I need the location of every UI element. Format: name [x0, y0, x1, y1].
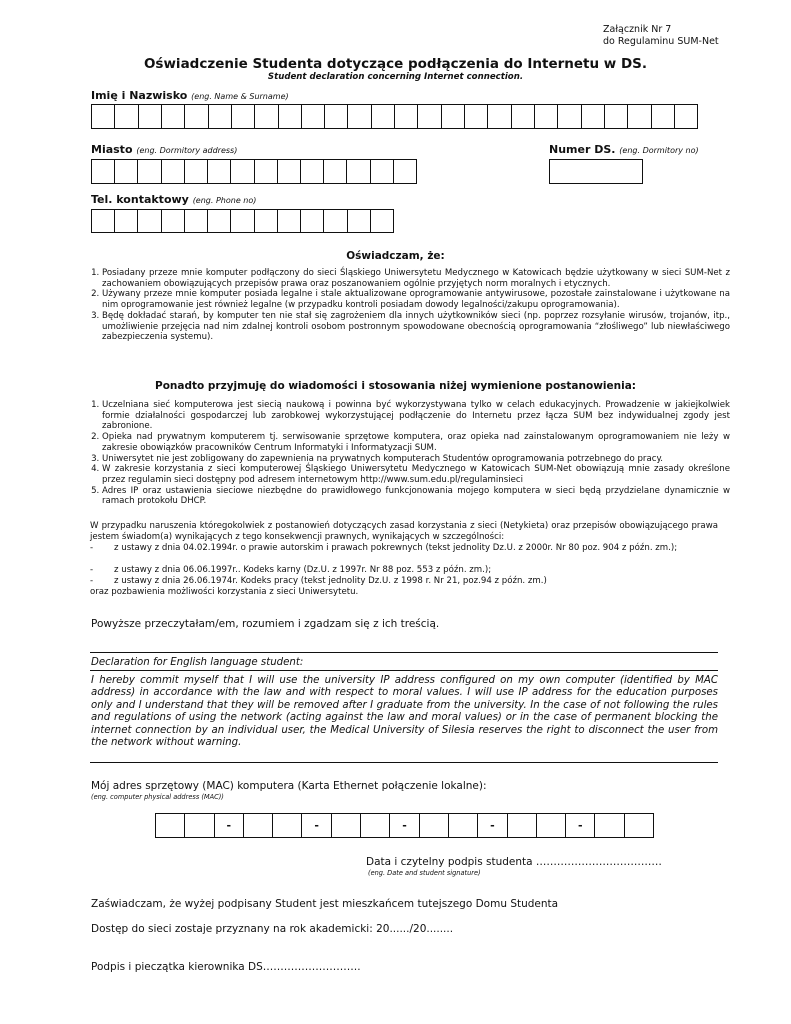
mac-char-box[interactable]	[537, 813, 566, 838]
mac-char-box[interactable]	[625, 813, 654, 838]
agreement-text: Powyższe przeczytałam/em, rozumiem i zgadzam się z ich treścią.	[91, 618, 440, 630]
phone-char-box[interactable]	[348, 209, 371, 233]
law-item: - z ustawy z dnia 06.06.1997r.. Kodeks karny (Dz.U. z 1997r. Nr 88 poz. 553 z późn. zm.);	[90, 565, 718, 576]
name-char-box[interactable]	[139, 104, 162, 129]
city-char-box[interactable]	[394, 159, 417, 184]
annex-line-1: Załącznik Nr 7	[603, 24, 672, 35]
annex-line-2: do Regulaminu SUM-Net	[603, 36, 719, 47]
law-item: - z ustawy z dnia 04.02.1994r. o prawie autorskim i prawach pokrewnych (tekst jednolity Dz.U. z 2000r. Nr 80 poz. 904 z późn. zm.);	[90, 543, 718, 554]
city-char-box[interactable]	[208, 159, 231, 184]
annex-note	[603, 24, 719, 48]
ds-label: Numer DS.	[549, 143, 616, 156]
phone-char-box[interactable]	[185, 209, 208, 233]
name-char-box[interactable]	[372, 104, 395, 129]
document-title: Oświadczenie Studenta dotyczące podłączenia do Internetu w DS.	[143, 56, 648, 72]
access-year-line: Dostęp do sieci zostaje przyznany na rok akademicki: 20....../20........	[91, 923, 454, 935]
name-input-boxes[interactable]	[91, 104, 698, 129]
name-char-box[interactable]	[488, 104, 511, 129]
accept-item: 5. Adres IP oraz ustawienia sieciowe niezbędne do prawidłowego funkcjonowania mojego komputera w sieci będą przydzielane dynamicznie w ramach protokołu DHCP.	[102, 486, 730, 507]
law-item: - z ustawy z dnia 26.06.1974r. Kodeks pracy (tekst jednolity Dz.U. z 1998 r. Nr 21, poz.94 z późn. zm.)	[90, 576, 718, 587]
manager-signature-line: Podpis i pieczątka kierownika DS……………………….	[91, 961, 361, 973]
name-label: Imię i Nazwisko	[91, 89, 188, 102]
mac-char-box[interactable]	[244, 813, 273, 838]
english-declaration-title: Declaration for English language student:	[91, 657, 304, 668]
phone-char-box[interactable]	[324, 209, 347, 233]
mac-char-box[interactable]	[273, 813, 302, 838]
phone-eng-label: (eng. Phone no)	[192, 196, 257, 205]
name-char-box[interactable]	[558, 104, 581, 129]
city-field-label	[91, 143, 237, 156]
mac-eng-label: (eng. computer physical address (MAC))	[91, 793, 224, 801]
mac-char-box[interactable]	[508, 813, 537, 838]
phone-char-box[interactable]	[208, 209, 231, 233]
name-char-box[interactable]	[605, 104, 628, 129]
mac-separator: -	[478, 813, 507, 838]
mac-separator: -	[215, 813, 244, 838]
law-item-text: z ustawy z dnia 06.06.1997r.. Kodeks karny (Dz.U. z 1997r. Nr 88 poz. 553 z późn. zm.);	[114, 565, 492, 575]
phone-char-box[interactable]	[91, 209, 115, 233]
accept-item: 3. Uniwersytet nie jest zobligowany do zapewnienia na prywatnych komputerach Studentów oprogramowania potrzebnego do pracy.	[102, 454, 730, 465]
phone-char-box[interactable]	[138, 209, 161, 233]
mac-separator: -	[302, 813, 331, 838]
accept-item: 2. Opieka nad prywatnym komputerem tj. serwisowanie sprzętowe komputera, oraz opieka nad zainstalowanym oprogramowaniem nie leży w zakresie obowiązków pracowników Centrum Informatyki i Informatyzacji SUM.	[102, 432, 730, 453]
student-signature-line: Data i czytelny podpis studenta ………………………………	[366, 856, 662, 868]
law-item-text: z ustawy z dnia 26.06.1974r. Kodeks pracy (tekst jednolity Dz.U. z 1998 r. Nr 21, poz.94 z późn. zm.)	[114, 576, 547, 586]
mac-char-box[interactable]	[155, 813, 185, 838]
accept-heading: Ponadto przyjmuję do wiadomości i stosowania niżej wymienione postanowienia:	[155, 380, 636, 392]
name-char-box[interactable]	[325, 104, 348, 129]
ds-number-input[interactable]	[549, 159, 643, 184]
mac-label: Mój adres sprzętowy (MAC) komputera (Karta Ethernet połączenie lokalne):	[91, 780, 487, 792]
city-char-box[interactable]	[91, 159, 115, 184]
mac-char-box[interactable]	[185, 813, 214, 838]
divider-top	[90, 652, 718, 653]
name-char-box[interactable]	[465, 104, 488, 129]
mac-char-box[interactable]	[332, 813, 361, 838]
mac-char-box[interactable]	[449, 813, 478, 838]
name-char-box[interactable]	[675, 104, 698, 129]
city-label: Miasto	[91, 143, 133, 156]
city-char-box[interactable]	[255, 159, 278, 184]
mac-separator: -	[390, 813, 419, 838]
mac-address-boxes[interactable]	[155, 813, 654, 838]
name-char-box[interactable]	[115, 104, 138, 129]
name-char-box[interactable]	[91, 104, 115, 129]
name-char-box[interactable]	[395, 104, 418, 129]
name-char-box[interactable]	[512, 104, 535, 129]
name-char-box[interactable]	[582, 104, 605, 129]
city-char-box[interactable]	[324, 159, 347, 184]
name-char-box[interactable]	[279, 104, 302, 129]
city-char-box[interactable]	[278, 159, 301, 184]
phone-input-boxes[interactable]	[91, 209, 394, 233]
accept-list	[90, 400, 730, 507]
city-char-box[interactable]	[162, 159, 185, 184]
name-char-box[interactable]	[162, 104, 185, 129]
phone-char-box[interactable]	[301, 209, 324, 233]
name-char-box[interactable]	[442, 104, 465, 129]
name-char-box[interactable]	[232, 104, 255, 129]
city-char-box[interactable]	[185, 159, 208, 184]
residence-statement: Zaświadczam, że wyżej podpisany Student jest mieszkańcem tutejszego Domu Studenta	[91, 898, 559, 910]
mac-separator: -	[566, 813, 595, 838]
name-eng-label: (eng. Name & Surname)	[191, 92, 289, 101]
ds-field-label	[549, 143, 699, 156]
city-input-boxes[interactable]	[91, 159, 417, 184]
declare-item: 2. Używany przeze mnie komputer posiada legalne i stale aktualizowane oprogramowanie antywirusowe, pozostałe zainstalowane i użytkowane na nim oprogramowanie jest również legalne (w przypadku kontroli posiadam dowody legalności/zakupu oprogramowania).	[102, 289, 730, 310]
student-signature-eng: (eng. Date and student signature)	[368, 869, 481, 877]
name-char-box[interactable]	[209, 104, 232, 129]
phone-char-box[interactable]	[115, 209, 138, 233]
declare-list	[90, 268, 730, 343]
violation-outro: oraz pozbawienia możliwości korzystania z sieci Uniwersytetu.	[90, 587, 359, 597]
phone-char-box[interactable]	[371, 209, 394, 233]
document-subtitle: Student declaration concerning Internet connection.	[267, 72, 524, 82]
ds-eng-label: (eng. Dormitory no)	[619, 146, 699, 155]
name-field-label	[91, 89, 289, 102]
city-char-box[interactable]	[347, 159, 370, 184]
law-item-text: z ustawy z dnia 04.02.1994r. o prawie autorskim i prawach pokrewnych (tekst jednolity Dz.U. z 2000r. Nr 80 poz. 904 z późn. zm.);	[114, 543, 678, 553]
name-char-box[interactable]	[348, 104, 371, 129]
name-char-box[interactable]	[535, 104, 558, 129]
name-char-box[interactable]	[185, 104, 208, 129]
mac-char-box[interactable]	[420, 813, 449, 838]
city-eng-label: (eng. Dormitory address)	[136, 146, 238, 155]
phone-char-box[interactable]	[278, 209, 301, 233]
city-char-box[interactable]	[231, 159, 254, 184]
name-char-box[interactable]	[652, 104, 675, 129]
declare-item: 3. Będę dokładać starań, by komputer ten nie stał się zagrożeniem dla innych użytkowników sieci (np. poprzez rozsyłanie wirusów, trojanów, itp., umożliwienie przejęcia nad nim zdalnej kontroli osobom postronnym spowodowane obecnością oprogramowania “złośliwego” lub niewłaściwego zabezpieczenia systemu).	[102, 311, 730, 343]
english-declaration-body: I hereby commit myself that I will use the university IP address configured on my own computer (identified by MAC address) in accordance with the law and with respect to moral values. I will use IP address for the education purposes only and I understand that they will be removed after I graduate from the university. In the case of not following the rules and regulations of using the network (acting against the law and moral values) or in the case of permanent blocking the internet connection by an individual user, the Medical University of Silesia reserves the right to disconnect the user from the network without warning.	[91, 675, 718, 749]
phone-char-box[interactable]	[231, 209, 254, 233]
phone-field-label	[91, 193, 256, 206]
city-char-box[interactable]	[371, 159, 394, 184]
declare-item: 1. Posiadany przeze mnie komputer podłączony do sieci Śląskiego Uniwersytetu Medycznego w Katowicach będzie użytkowany w sieci SUM-Net z zachowaniem obowiązujących przepisów prawa oraz poszanowaniem ogólnie przyjętych norm moralnych i etycznych.	[102, 268, 730, 289]
city-char-box[interactable]	[115, 159, 138, 184]
phone-char-box[interactable]	[162, 209, 185, 233]
name-char-box[interactable]	[255, 104, 278, 129]
accept-item: 4. W zakresie korzystania z sieci komputerowej Śląskiego Uniwersytetu Medycznego w Katowicach SUM-Net obowiązują mnie zasady określone przez regulamin sieci dostępny pod adresem internetowym http://www.sum.edu.pl/regulaminsieci	[102, 464, 730, 485]
mac-char-box[interactable]	[361, 813, 390, 838]
city-char-box[interactable]	[301, 159, 324, 184]
name-char-box[interactable]	[628, 104, 651, 129]
name-char-box[interactable]	[418, 104, 441, 129]
city-char-box[interactable]	[138, 159, 161, 184]
divider-title	[90, 670, 718, 671]
name-char-box[interactable]	[302, 104, 325, 129]
mac-char-box[interactable]	[595, 813, 624, 838]
divider-bottom	[90, 762, 718, 763]
phone-label: Tel. kontaktowy	[91, 193, 189, 206]
phone-char-box[interactable]	[255, 209, 278, 233]
accept-item: 1. Uczelniana sieć komputerowa jest siecią naukową i powinna być wykorzystywana tylko w celach edukacyjnych. Prowadzenie w jakiejkolwiek formie działalności gospodarczej lub zarobkowej wykorzystującej podłączenie do Internetu przez łącza SUM bez indywidualnej zgody jest zabronione.	[102, 400, 730, 432]
violation-intro: W przypadku naruszenia któregokolwiek z postanowień dotyczących zasad korzystania z sieci (Netykieta) oraz przepisów obowiązującego prawa jestem świadom(a) wynikających z tego konsekwencji prawnych, wynikających w szczególności:	[90, 521, 718, 542]
declare-heading: Oświadczam, że:	[346, 250, 445, 262]
